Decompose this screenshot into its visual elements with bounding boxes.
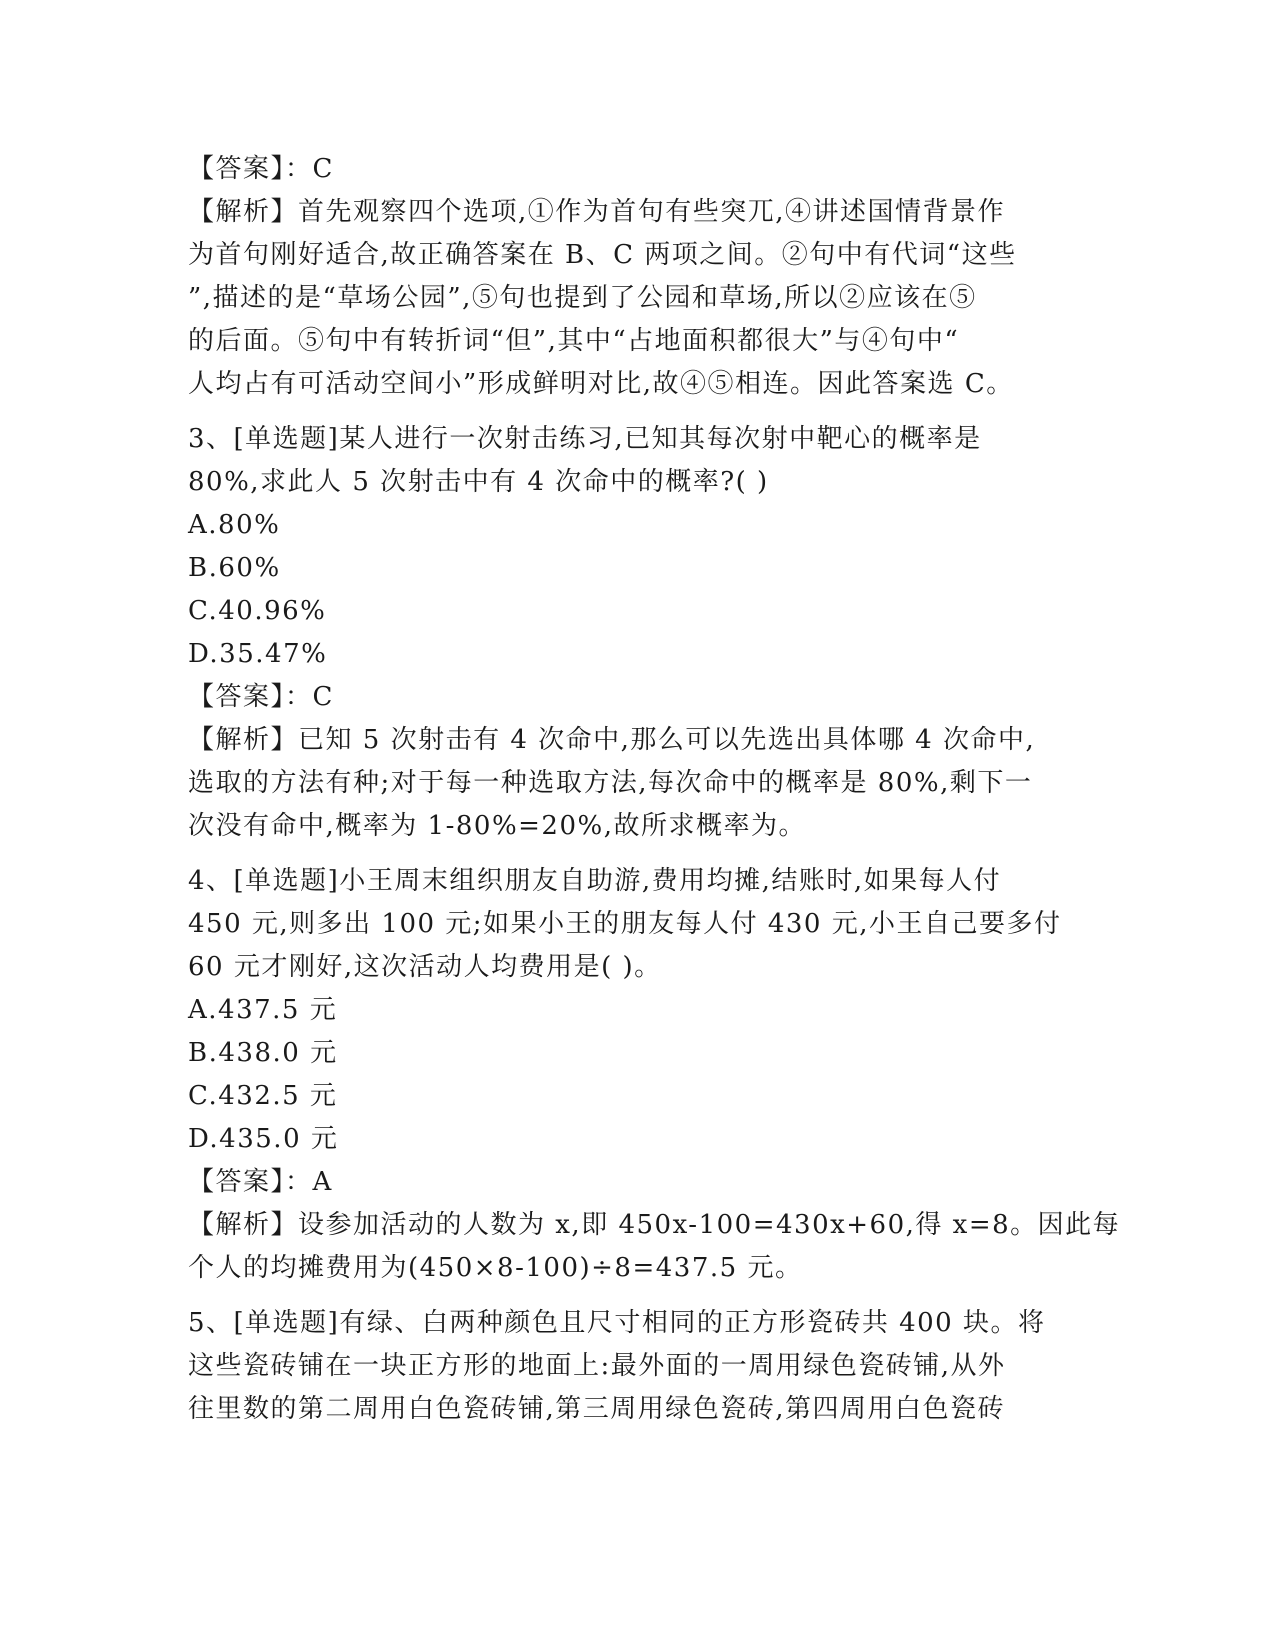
analysis-line: 个人的均摊费用为(450×8-100)÷8=437.5 元。	[188, 1253, 803, 1283]
section-gap	[188, 848, 1088, 860]
option-d: D.435.0 元	[188, 1124, 339, 1154]
option-c: C.432.5 元	[188, 1081, 338, 1111]
option-b: B.60%	[188, 553, 281, 583]
analysis-line: ”,描述的是“草场公园”,⑤句也提到了公园和草场,所以②应该在⑤	[188, 283, 977, 313]
question-stem-line: 3、[单选题]某人进行一次射击练习,已知其每次射中靶心的概率是	[188, 424, 982, 454]
option-c: C.40.96%	[188, 596, 327, 626]
analysis-line: 【解析】已知 5 次射击有 4 次命中,那么可以先选出具体哪 4 次命中,	[188, 725, 1036, 755]
analysis-line: 【解析】首先观察四个选项,①作为首句有些突兀,④讲述国情背景作	[188, 197, 1006, 227]
analysis-line: 选取的方法有种;对于每一种选取方法,每次命中的概率是 80%,剩下一	[188, 768, 1033, 798]
section-gap	[188, 1290, 1088, 1302]
option-b: B.438.0 元	[188, 1038, 338, 1068]
question-stem-line: 往里数的第二周用白色瓷砖铺,第三周用绿色瓷砖,第四周用白色瓷砖	[188, 1394, 1006, 1424]
answer-line: 【答案】：A	[188, 1167, 333, 1197]
analysis-line: 次没有命中,概率为 1-80%=20%,故所求概率为。	[188, 811, 806, 841]
analysis-line: 为首句刚好适合,故正确答案在 B、C 两项之间。②句中有代词“这些	[188, 240, 1017, 270]
analysis-line: 【解析】设参加活动的人数为 x,即 450x-100=430x+60,得 x=8。因此每	[188, 1210, 1121, 1240]
question-stem-line: 450 元,则多出 100 元;如果小王的朋友每人付 430 元,小王自己要多付	[188, 909, 1062, 939]
option-d: D.35.47%	[188, 639, 328, 669]
question-stem-line: 4、[单选题]小王周末组织朋友自助游,费用均摊,结账时,如果每人付	[188, 866, 1002, 896]
question-stem-line: 60 元才刚好,这次活动人均费用是( )。	[188, 952, 662, 982]
question-stem-line: 80%,求此人 5 次射击中有 4 次命中的概率?( )	[188, 467, 769, 497]
answer-line: 【答案】：C	[188, 154, 334, 184]
option-a: A.80%	[188, 510, 281, 540]
analysis-line: 的后面。⑤句中有转折词“但”,其中“占地面积都很大”与④句中“	[188, 326, 960, 356]
section-gap	[188, 406, 1088, 418]
document-page	[188, 148, 1121, 1431]
answer-line: 【答案】：C	[188, 682, 334, 712]
question-stem-line: 5、[单选题]有绿、白两种颜色且尺寸相同的正方形瓷砖共 400 块。将	[188, 1308, 1046, 1338]
question-stem-line: 这些瓷砖铺在一块正方形的地面上:最外面的一周用绿色瓷砖铺,从外	[188, 1351, 1006, 1381]
analysis-line: 人均占有可活动空间小”形成鲜明对比,故④⑤相连。因此答案选 C。	[188, 369, 1014, 399]
option-a: A.437.5 元	[188, 995, 338, 1025]
